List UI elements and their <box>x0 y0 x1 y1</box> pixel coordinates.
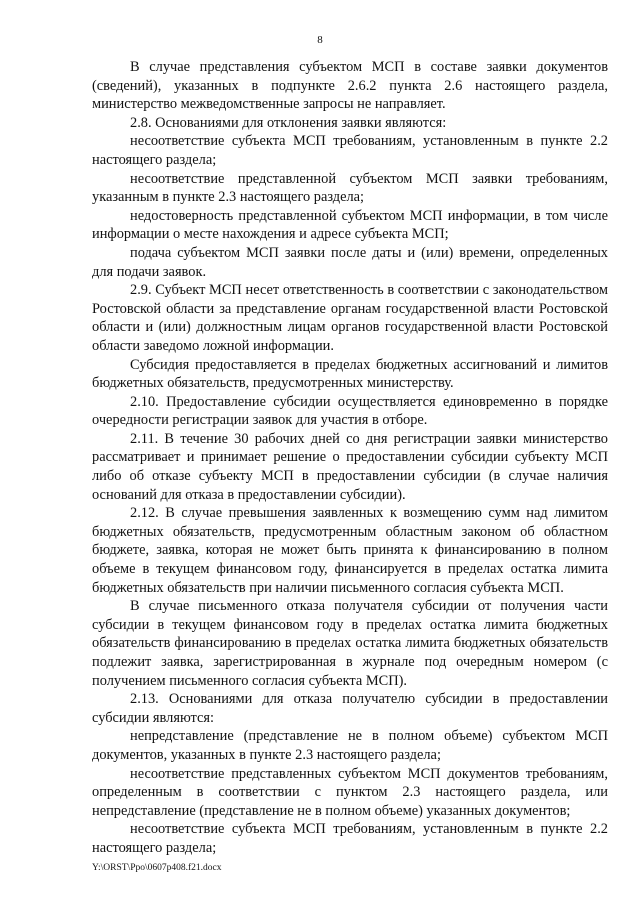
paragraph: 2.13. Основаниями для отказа получателю субсидии в предоставлении субсидии являются: <box>92 691 608 726</box>
paragraph: несоответствие представленных субъектом МСП документов требованиям, определенным в соответствии с пунктом 2.3 настоящего раздела, или непредставление (представление не в полном объеме) указанных документов; <box>92 765 608 819</box>
paragraph: 2.9. Субъект МСП несет ответственность в соответствии с законодательством Ростовской области за представление органам государственной власти Ростовской области и (или) должностным лицам органов государственной власти Ростовской области заведомо ложной информации. <box>92 282 608 354</box>
paragraph: недостоверность представленной субъектом МСП информации, в том числе информации о месте нахождения и адресе субъекта МСП; <box>92 207 608 243</box>
paragraph: 2.10. Предоставление субсидии осуществляется единовременно в порядке очередности регистрации заявок для участия в отборе. <box>92 393 608 429</box>
paragraph: подача субъектом МСП заявки после даты и (или) времени, определенных для подачи заявок. <box>92 244 608 280</box>
page-number: 8 <box>317 34 323 46</box>
paragraph: В случае письменного отказа получателя субсидии от получения части субсидии в текущем финансовом году в пределах остатка лимита бюджетных обязательств финансированию в пределах остатка лимита бюджетных обязательств подлежит заявка, зарегистрированная в журнале под очередным номером (с получением письменного согласия субъекта МСП). <box>92 598 608 689</box>
paragraph: 2.12. В случае превышения заявленных к возмещению сумм над лимитом бюджетных обязательств, предусмотренным областным законом об областном бюджете, заявка, которая не может быть принята к финансированию в полном объеме в текущем финансовом году, финансируется в пределах остатка лимита бюджетных обязательств при наличии письменного согласия субъекта МСП. <box>92 505 608 596</box>
paragraph: Субсидия предоставляется в пределах бюджетных ассигнований и лимитов бюджетных обязательств, предусмотренных министерству. <box>92 356 608 392</box>
footer-file-path: Y:\ORST\Ppo\0607p408.f21.docx <box>92 863 222 873</box>
paragraph: несоответствие субъекта МСП требованиям, установленным в пункте 2.2 настоящего раздела; <box>92 133 608 168</box>
paragraph: непредставление (представление не в полном объеме) субъектом МСП документов, указанных в пункте 2.3 настоящего раздела; <box>92 728 608 763</box>
paragraph: несоответствие представленной субъектом МСП заявки требованиям, указанным в пункте 2.3 настоящего раздела; <box>92 170 608 206</box>
paragraph: 2.11. В течение 30 рабочих дней со дня регистрации заявки министерство рассматривает и принимает решение о предоставлении субсидии субъекту МСП либо об отказе субъекту МСП в предоставлении субсидии (в случае наличия оснований для отказа в предоставлении субсидии). <box>92 430 608 503</box>
paragraph: 2.8. Основаниями для отклонения заявки являются: <box>130 114 447 131</box>
paragraph: несоответствие субъекта МСП требованиям, установленным в пункте 2.2 настоящего раздела; <box>92 821 608 856</box>
document-body <box>92 58 608 858</box>
paragraph: В случае представления субъектом МСП в составе заявки документов (сведений), указанных в подпункте 2.6.2 пункта 2.6 настоящего раздела, министерство межведомственные запросы не направляет. <box>92 59 608 113</box>
